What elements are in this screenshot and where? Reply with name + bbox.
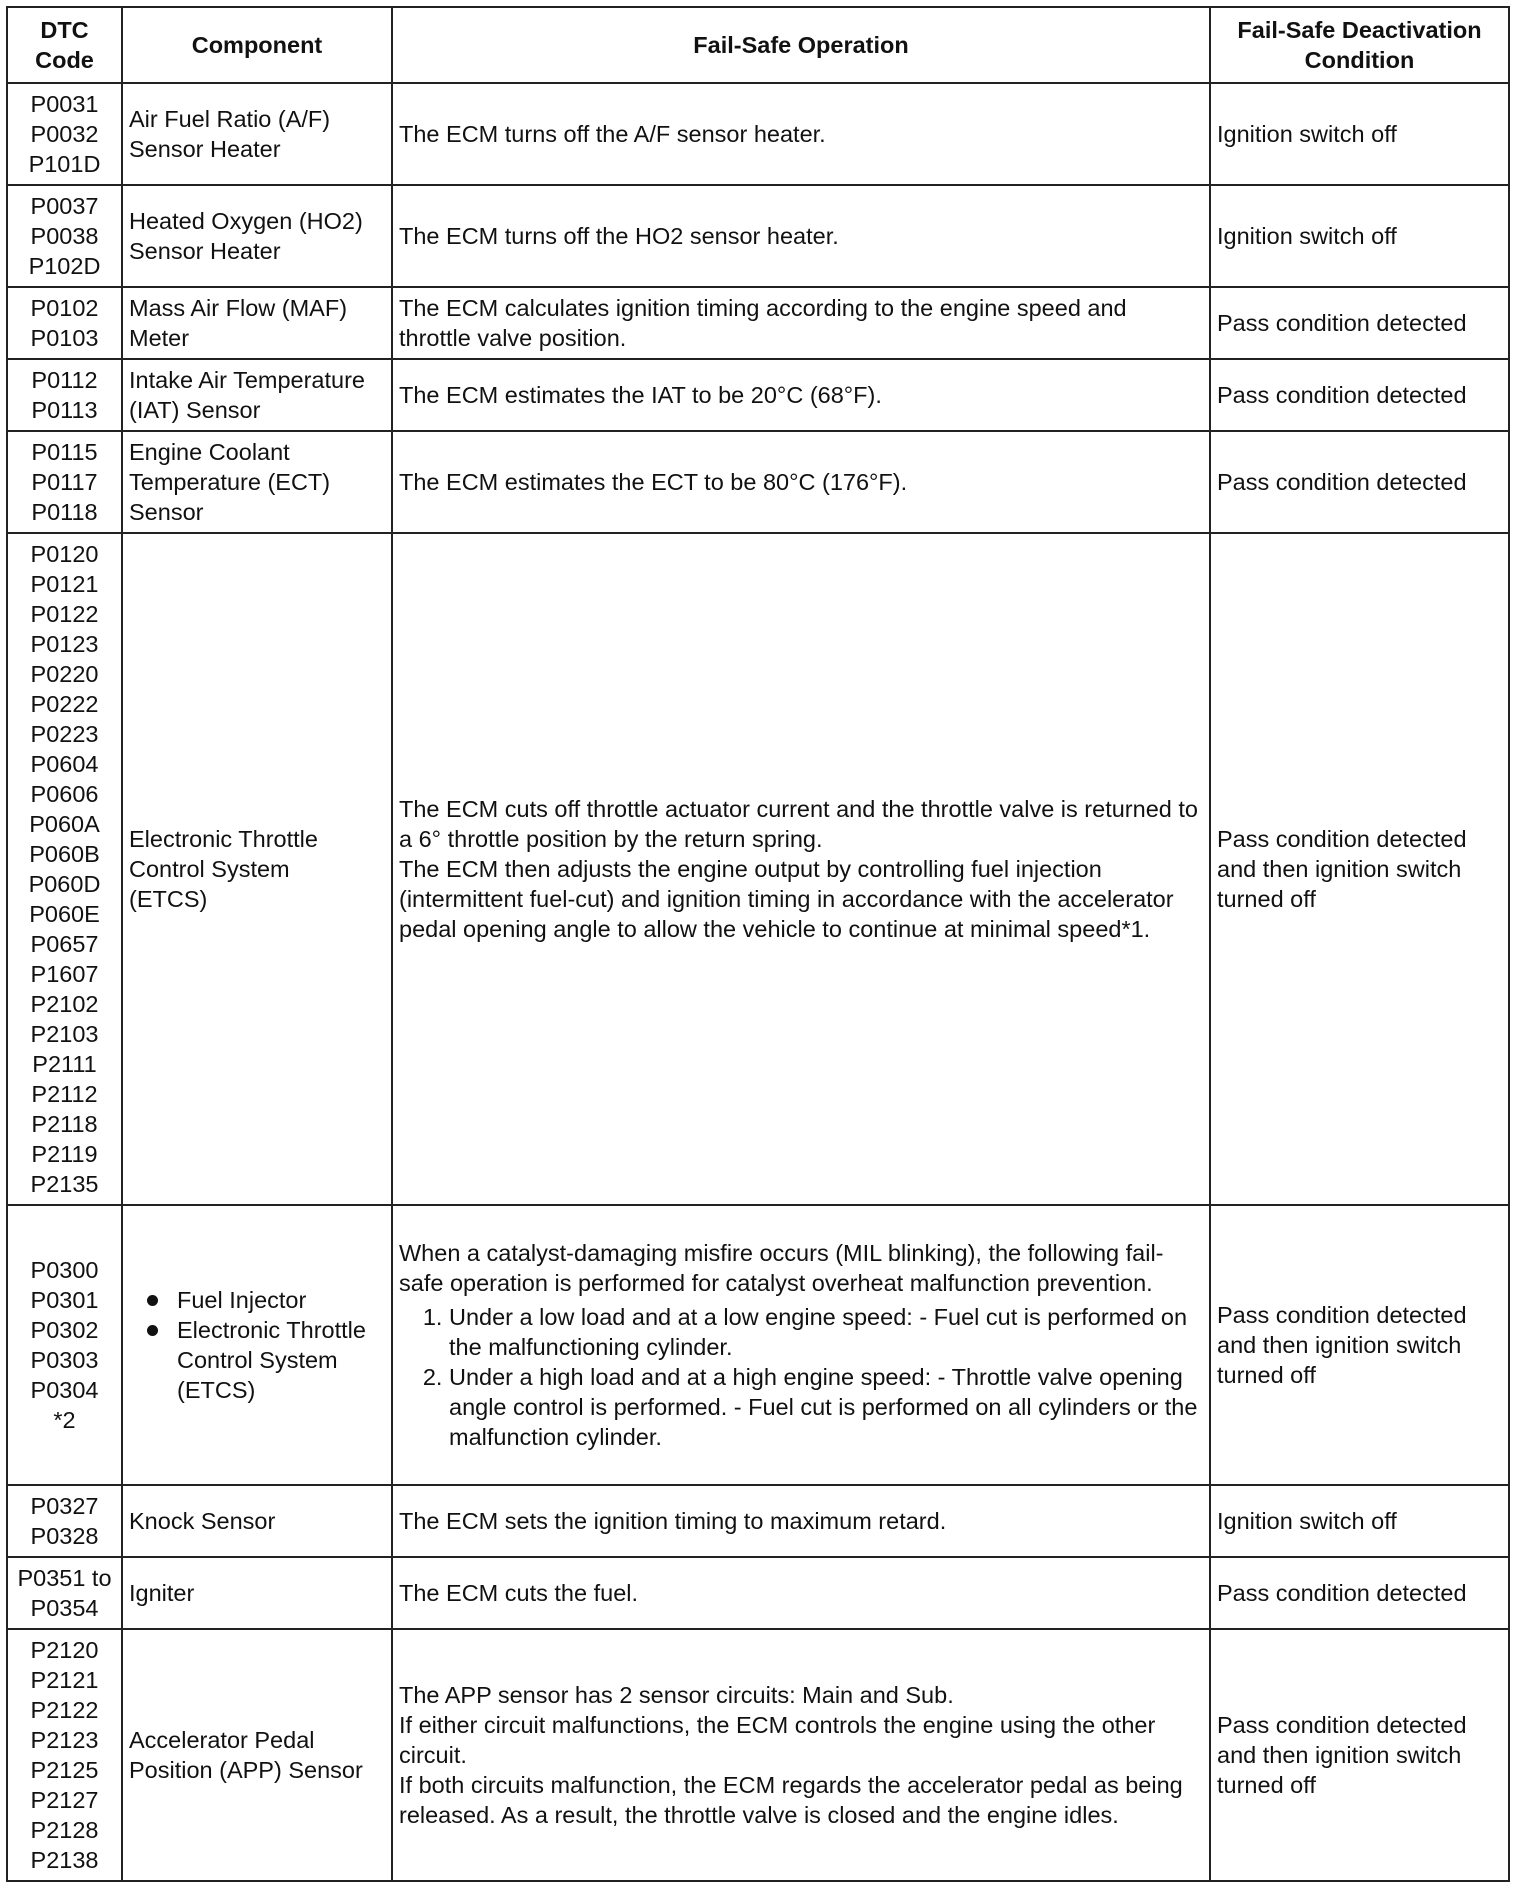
operation-cell: The ECM estimates the ECT to be 80°C (176°F). bbox=[392, 431, 1210, 533]
condition-cell: Pass condition detected and then ignition switch turned off bbox=[1210, 533, 1509, 1205]
table-row bbox=[7, 287, 1509, 359]
operation-cell bbox=[392, 1205, 1210, 1485]
component-cell: Knock Sensor bbox=[122, 1485, 392, 1557]
condition-cell: Ignition switch off bbox=[1210, 185, 1509, 287]
operation-paragraph: If both circuits malfunction, the ECM regards the accelerator pedal as being released. As a result, the throttle valve is closed and the engine idles. bbox=[399, 1772, 1183, 1828]
table-row bbox=[7, 359, 1509, 431]
condition-cell: Ignition switch off bbox=[1210, 1485, 1509, 1557]
dtc-code-cell: P0120 P0121 P0122 P0123 P0220 P0222 P0223 P0604 P0606 P060A P060B P060D P060E P0657 P1607 P2102 P2103 P2111 P2112 P2118 P2119 P2135 bbox=[7, 533, 122, 1205]
component-cell: Heated Oxygen (HO2) Sensor Heater bbox=[122, 185, 392, 287]
operation-cell: The ECM turns off the HO2 sensor heater. bbox=[392, 185, 1210, 287]
header-component: Component bbox=[122, 7, 392, 83]
dtc-code-cell: P0115 P0117 P0118 bbox=[7, 431, 122, 533]
operation-cell: The ECM cuts the fuel. bbox=[392, 1557, 1210, 1629]
operation-cell bbox=[392, 533, 1210, 1205]
component-cell: Electronic Throttle Control System (ETCS) bbox=[122, 533, 392, 1205]
condition-cell: Pass condition detected and then ignition switch turned off bbox=[1210, 1629, 1509, 1881]
table-row bbox=[7, 1629, 1509, 1881]
dtc-code-cell: P0327 P0328 bbox=[7, 1485, 122, 1557]
header-fail-safe-operation: Fail-Safe Operation bbox=[392, 7, 1210, 83]
dtc-code-cell: P0031 P0032 P101D bbox=[7, 83, 122, 185]
condition-cell: Pass condition detected and then ignition switch turned off bbox=[1210, 1205, 1509, 1485]
table-row bbox=[7, 1485, 1509, 1557]
dtc-code-cell: P0351 to P0354 bbox=[7, 1557, 122, 1629]
dtc-code-cell: P0102 P0103 bbox=[7, 287, 122, 359]
operation-steps bbox=[399, 1302, 1203, 1452]
operation-cell: The ECM sets the ignition timing to maximum retard. bbox=[392, 1485, 1210, 1557]
operation-paragraph: When a catalyst-damaging misfire occurs (MIL blinking), the following fail-safe operation is performed for catalyst overheat malfunction prevention. bbox=[399, 1240, 1164, 1296]
condition-cell: Pass condition detected bbox=[1210, 287, 1509, 359]
list-item: Electronic Throttle Control System (ETCS) bbox=[129, 1315, 385, 1405]
component-cell: Air Fuel Ratio (A/F) Sensor Heater bbox=[122, 83, 392, 185]
component-cell bbox=[122, 1205, 392, 1485]
operation-cell bbox=[392, 1629, 1210, 1881]
header-dtc-code: DTC Code bbox=[7, 7, 122, 83]
table-row bbox=[7, 83, 1509, 185]
operation-cell: The ECM turns off the A/F sensor heater. bbox=[392, 83, 1210, 185]
fail-safe-table bbox=[6, 6, 1510, 1882]
header-deactivation-condition: Fail-Safe Deactivation Condition bbox=[1210, 7, 1509, 83]
condition-cell: Pass condition detected bbox=[1210, 431, 1509, 533]
dtc-code-cell: P0112 P0113 bbox=[7, 359, 122, 431]
component-cell: Accelerator Pedal Position (APP) Sensor bbox=[122, 1629, 392, 1881]
component-cell: Mass Air Flow (MAF) Meter bbox=[122, 287, 392, 359]
table-row bbox=[7, 1205, 1509, 1485]
component-cell: Igniter bbox=[122, 1557, 392, 1629]
component-cell: Intake Air Temperature (IAT) Sensor bbox=[122, 359, 392, 431]
list-item: 2. Under a high load and at a high engine speed: - Throttle valve opening angle control is performed. - Fuel cut is performed on all cylinders or the malfunction cylinder. bbox=[449, 1362, 1203, 1452]
operation-paragraph: The ECM cuts off throttle actuator current and the throttle valve is returned to a 6° throttle position by the return spring. bbox=[399, 796, 1198, 852]
table-header-row bbox=[7, 7, 1509, 83]
operation-paragraph: The APP sensor has 2 sensor circuits: Main and Sub. bbox=[399, 1682, 954, 1708]
condition-cell: Pass condition detected bbox=[1210, 359, 1509, 431]
operation-paragraph: If either circuit malfunctions, the ECM controls the engine using the other circuit. bbox=[399, 1712, 1156, 1768]
condition-cell: Ignition switch off bbox=[1210, 83, 1509, 185]
operation-cell: The ECM estimates the IAT to be 20°C (68°F). bbox=[392, 359, 1210, 431]
table-row bbox=[7, 1557, 1509, 1629]
dtc-code-cell: P2120 P2121 P2122 P2123 P2125 P2127 P2128 P2138 bbox=[7, 1629, 122, 1881]
list-item: Fuel Injector bbox=[129, 1285, 385, 1315]
component-cell: Engine Coolant Temperature (ECT) Sensor bbox=[122, 431, 392, 533]
table-row bbox=[7, 533, 1509, 1205]
operation-paragraph: The ECM then adjusts the engine output by controlling fuel injection (intermittent fuel-cut) and ignition timing in accordance with the accelerator pedal opening angle to allow the vehicle to continue at minimal speed*1. bbox=[399, 856, 1174, 942]
table-row bbox=[7, 185, 1509, 287]
table-row bbox=[7, 431, 1509, 533]
component-list bbox=[129, 1285, 385, 1405]
dtc-code-cell: P0037 P0038 P102D bbox=[7, 185, 122, 287]
list-item: 1. Under a low load and at a low engine speed: - Fuel cut is performed on the malfunctioning cylinder. bbox=[449, 1302, 1203, 1362]
dtc-code-cell: P0300 P0301 P0302 P0303 P0304 *2 bbox=[7, 1205, 122, 1485]
condition-cell: Pass condition detected bbox=[1210, 1557, 1509, 1629]
operation-cell: The ECM calculates ignition timing according to the engine speed and throttle valve position. bbox=[392, 287, 1210, 359]
